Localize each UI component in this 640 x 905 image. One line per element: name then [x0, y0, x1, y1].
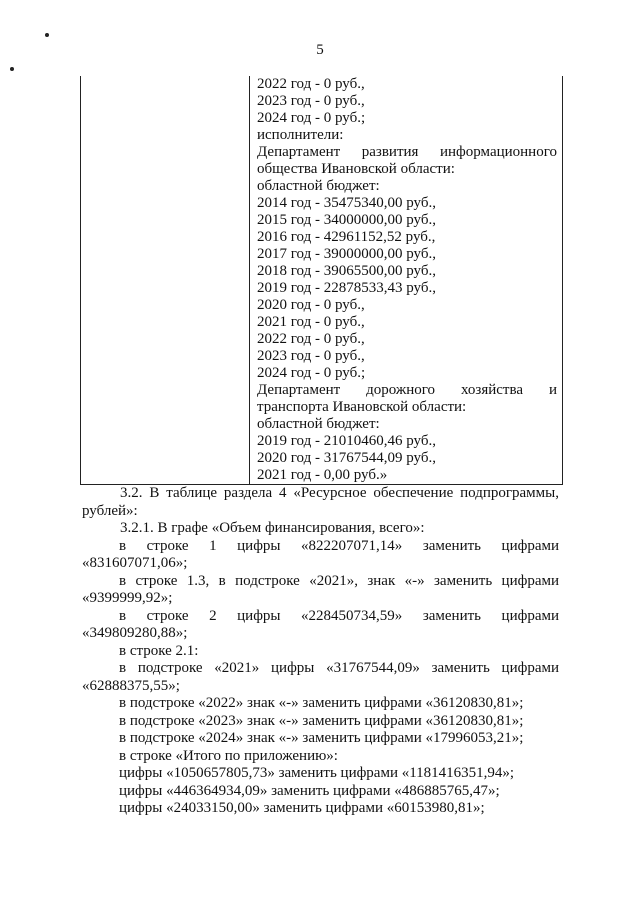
paragraph-line: «831607071,06»; — [82, 555, 188, 571]
table-line: Департамент развития информационного — [257, 144, 557, 160]
paragraph-line: в подстроке «2021» цифры «31767544,09» заменить цифрами — [119, 660, 559, 676]
amendment-text — [82, 485, 559, 818]
table-column-divider — [249, 76, 250, 484]
table-line: областной бюджет: — [257, 178, 380, 194]
table-line: 2020 год - 0 руб., — [257, 297, 365, 313]
table-line: 2018 год - 39065500,00 руб., — [257, 263, 436, 279]
table-line: 2024 год - 0 руб.; — [257, 365, 366, 381]
paragraph-line: «62888375,55»; — [82, 677, 180, 694]
table-line: 2017 год - 39000000,00 руб., — [257, 246, 436, 262]
table-line: 2023 год - 0 руб., — [257, 348, 365, 364]
paragraph-line: в подстроке «2022» знак «-» заменить цифрами «36120830,81»; — [119, 695, 524, 711]
table-line: 2022 год - 0 руб., — [257, 331, 365, 347]
table-line: 2023 год - 0 руб., — [257, 93, 365, 109]
table-line: 2019 год - 22878533,43 руб., — [257, 280, 436, 296]
paragraph-line: в подстроке «2024» знак «-» заменить цифрами «17996053,21»; — [119, 730, 524, 746]
paragraph-line: в подстроке «2023» знак «-» заменить цифрами «36120830,81»; — [119, 712, 524, 729]
scan-mark-dot — [10, 67, 14, 71]
page-number: 5 — [316, 42, 324, 58]
paragraph-line: рублей»: — [82, 502, 138, 519]
table-line: транспорта Ивановской области: — [257, 399, 467, 415]
paragraph-line: 3.2. В таблице раздела 4 «Ресурсное обеспечение подпрограммы, — [120, 485, 559, 501]
paragraph-line: «9399999,92»; — [82, 590, 173, 606]
table-line: 2024 год - 0 руб.; — [257, 110, 366, 126]
paragraph-line: цифры «1050657805,73» заменить цифрами «1181416351,94»; — [119, 765, 515, 781]
paragraph-line: в строке 1.3, в подстроке «2021», знак «-» заменить цифрами — [119, 572, 559, 589]
scan-mark-dot — [45, 33, 49, 37]
table-line: общества Ивановской области: — [257, 161, 455, 177]
table-line: 2016 год - 42961152,52 руб., — [257, 229, 436, 245]
paragraph-line: в строке 2.1: — [119, 642, 199, 659]
paragraph-line: в строке 1 цифры «822207071,14» заменить цифрами — [119, 537, 559, 554]
table-line: 2021 год - 0 руб., — [257, 314, 365, 330]
paragraph-line: цифры «24033150,00» заменить цифрами «60153980,81»; — [119, 800, 485, 816]
table-line: 2021 год - 0,00 руб.» — [257, 467, 388, 483]
paragraph-line: «349809280,88»; — [82, 625, 188, 641]
financing-table — [80, 76, 563, 485]
table-line: областной бюджет: — [257, 416, 380, 432]
table-line: Департамент дорожного хозяйства и — [257, 382, 557, 398]
table-line: исполнители: — [257, 127, 344, 143]
paragraph-line: в строке 2 цифры «228450734,59» заменить цифрами — [119, 607, 559, 624]
table-line: 2022 год - 0 руб., — [257, 76, 365, 92]
paragraph-line: цифры «446364934,09» заменить цифрами «486885765,47»; — [119, 782, 500, 799]
table-cell-executors — [257, 76, 557, 484]
paragraph-line: в строке «Итого по приложению»: — [119, 747, 338, 764]
table-line: 2020 год - 31767544,09 руб., — [257, 450, 436, 466]
table-line: 2015 год - 34000000,00 руб., — [257, 212, 436, 228]
paragraph-line: 3.2.1. В графе «Объем финансирования, всего»: — [120, 520, 425, 536]
table-line: 2019 год - 21010460,46 руб., — [257, 433, 436, 449]
table-line: 2014 год - 35475340,00 руб., — [257, 195, 436, 211]
